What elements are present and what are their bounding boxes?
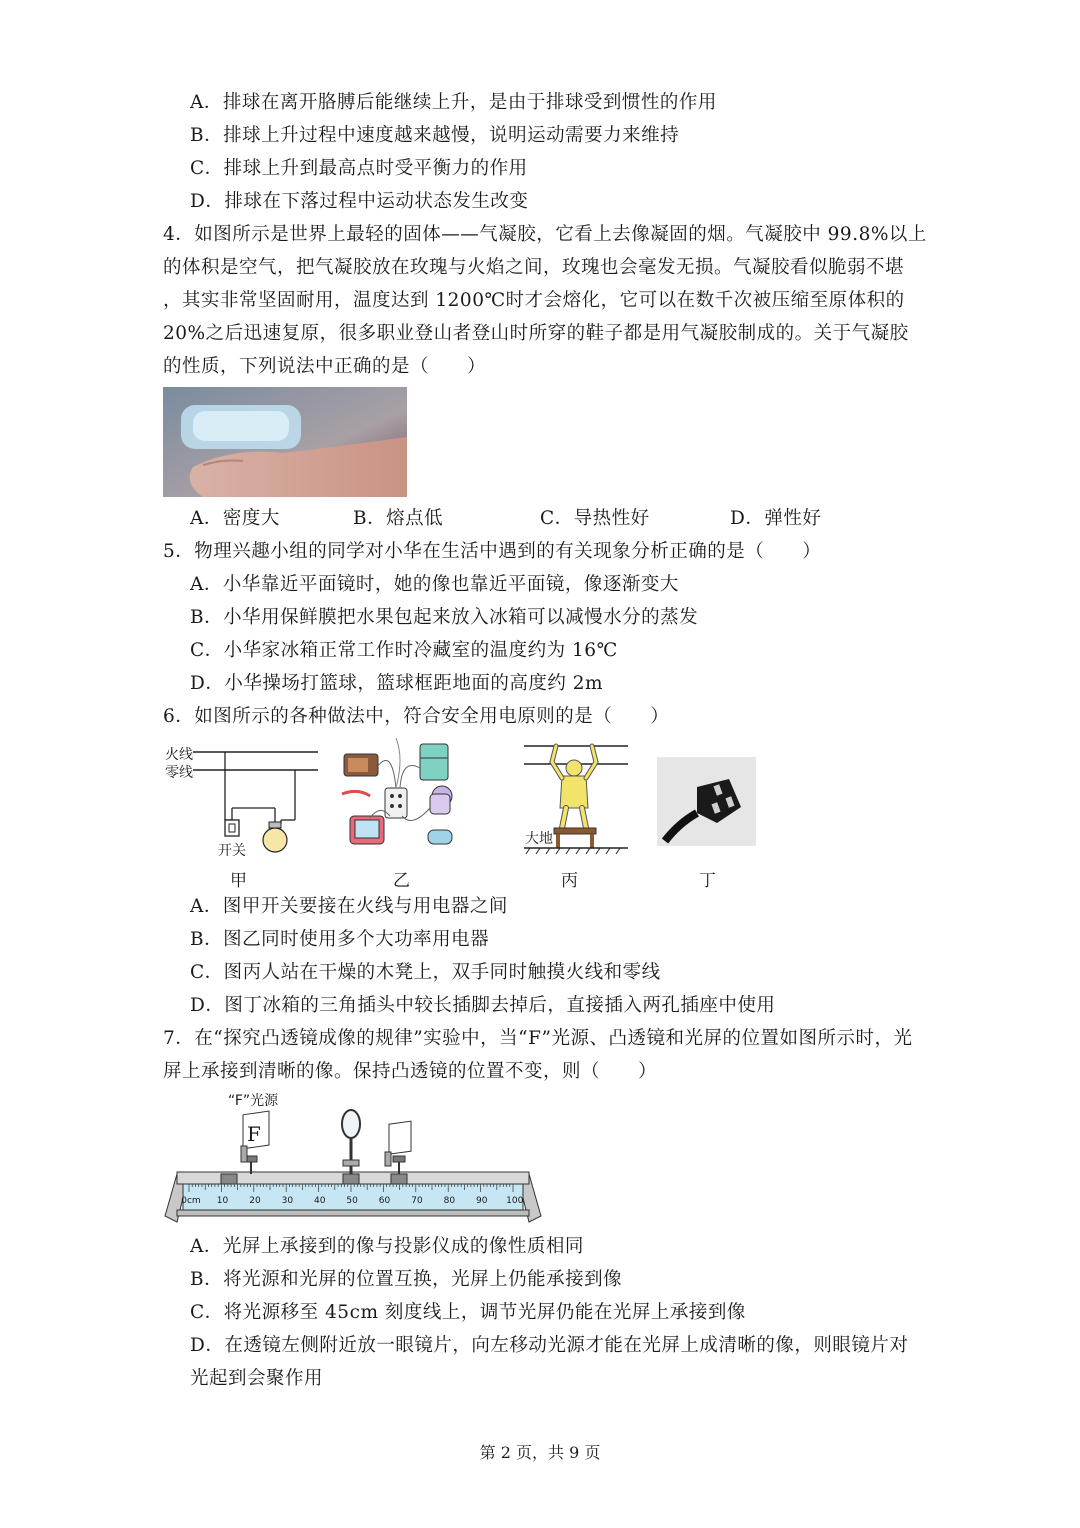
- q6-option-a: A．图甲开关要接在火线与用电器之间: [190, 896, 508, 917]
- caption-yi: 乙: [393, 871, 410, 891]
- q5-option-d: D．小华操场打篮球，篮球框距地面的高度约 2m: [190, 673, 604, 694]
- q4-stem-line: 的体积是空气，把气凝胶放在玫瑰与火焰之间，玫瑰也会毫发无损。气凝胶看似脆弱不堪: [163, 257, 905, 278]
- q7-stem-line: 7．在“探究凸透镜成像的规律”实验中，当“F”光源、凸透镜和光屏的位置如图所示时，光: [163, 1028, 913, 1049]
- q4-option-c: C．导热性好: [540, 508, 650, 529]
- q7-option-b: B．将光源和光屏的位置互换，光屏上仍能承接到像: [190, 1269, 623, 1290]
- q5-option-c: C．小华家冰箱正常工作时冷藏室的温度约为 16℃: [190, 640, 618, 661]
- ruler-tick-label: 90: [476, 1196, 488, 1206]
- q6-stem: 6．如图所示的各种做法中，符合安全用电原则的是（ ）: [163, 706, 670, 727]
- q4-option-a: A．密度大: [190, 508, 280, 529]
- q4-option-d: D．弹性好: [730, 508, 822, 529]
- q3-option-d: D．排球在下落过程中运动状态发生改变: [190, 191, 529, 212]
- ruler-tick-label: 60: [378, 1196, 391, 1206]
- zero-wire-label: 零线: [165, 765, 193, 781]
- ruler-tick-label: 70: [411, 1196, 423, 1206]
- f-light-source-label: “F”光源: [228, 1093, 279, 1109]
- ruler-tick-label: 80: [443, 1196, 456, 1206]
- caption-jia: 甲: [230, 871, 247, 891]
- f-letter: F: [247, 1122, 261, 1146]
- q3-option-a: A．排球在离开胳膊后能继续上升，是由于排球受到惯性的作用: [190, 92, 717, 113]
- q3-option-b: B．排球上升过程中速度越来越慢，说明运动需要力来维持: [190, 125, 680, 146]
- figure-yi-appliances: [340, 738, 465, 856]
- caption-ding: 丁: [699, 871, 716, 891]
- q4-stem-line: ，其实非常坚固耐用，温度达到 1200℃时才会熔化，它可以在数千次被压缩至原体积的: [163, 290, 905, 311]
- q4-stem-line: 4．如图所示是世界上最轻的固体——气凝胶，它看上去像凝固的烟。气凝胶中 99.8%以上: [163, 224, 927, 245]
- ground-label: 大地: [525, 831, 553, 847]
- q4-option-b: B．熔点低: [353, 508, 444, 529]
- ruler-tick-label: 50: [346, 1196, 358, 1206]
- q6-option-d: D．图丁冰箱的三角插头中较长插脚去掉后，直接插入两孔插座中使用: [190, 995, 776, 1016]
- page-footer: 第 2 页，共 9 页: [479, 1443, 601, 1462]
- q7-option-a: A．光屏上承接到的像与投影仪成的像性质相同: [190, 1236, 584, 1257]
- q7-option-d: D．在透镜左侧附近放一眼镜片，向左移动光源才能在光屏上成清晰的像，则眼镜片对: [190, 1335, 909, 1356]
- q4-stem-line: 20%之后迅速复原，很多职业登山者登山时所穿的鞋子都是用气凝胶制成的。关于气凝胶: [163, 323, 909, 344]
- q6-option-c: C．图丙人站在干燥的木凳上，双手同时触摸火线和零线: [190, 962, 661, 983]
- q4-stem-line: 的性质，下列说法中正确的是（ ）: [163, 356, 487, 377]
- caption-bing: 丙: [561, 871, 578, 891]
- ruler-tick-label: 20: [249, 1196, 261, 1206]
- q7-option-d-cont: 光起到会聚作用: [190, 1368, 324, 1389]
- q7-option-c: C．将光源移至 45cm 刻度线上，调节光屏仍能在光屏上承接到像: [190, 1302, 746, 1323]
- q3-option-c: C．排球上升到最高点时受平衡力的作用: [190, 158, 528, 179]
- q5-stem: 5．物理兴趣小组的同学对小华在生活中遇到的有关现象分析正确的是（ ）: [163, 541, 822, 562]
- optical-bench-figure: [163, 1108, 543, 1228]
- ruler-tick-label: 40: [314, 1196, 326, 1206]
- ruler-tick-label: 100: [506, 1196, 524, 1206]
- switch-label: 开关: [218, 843, 246, 859]
- ruler-tick-label: 30: [281, 1196, 294, 1206]
- figure-ding-plug: [657, 757, 756, 846]
- aerogel-photo: [163, 387, 407, 497]
- ruler-tick-label: 0cm: [181, 1196, 201, 1206]
- q5-option-b: B．小华用保鲜膜把水果包起来放入冰箱可以减慢水分的蒸发: [190, 607, 699, 628]
- q6-option-b: B．图乙同时使用多个大功率用电器: [190, 929, 490, 950]
- fire-wire-label: 火线: [165, 747, 193, 763]
- q7-stem-line: 屏上承接到清晰的像。保持凸透镜的位置不变，则（ ）: [163, 1061, 658, 1082]
- q5-option-a: A．小华靠近平面镜时，她的像也靠近平面镜，像逐渐变大: [190, 574, 679, 595]
- ruler-tick-label: 10: [216, 1196, 229, 1206]
